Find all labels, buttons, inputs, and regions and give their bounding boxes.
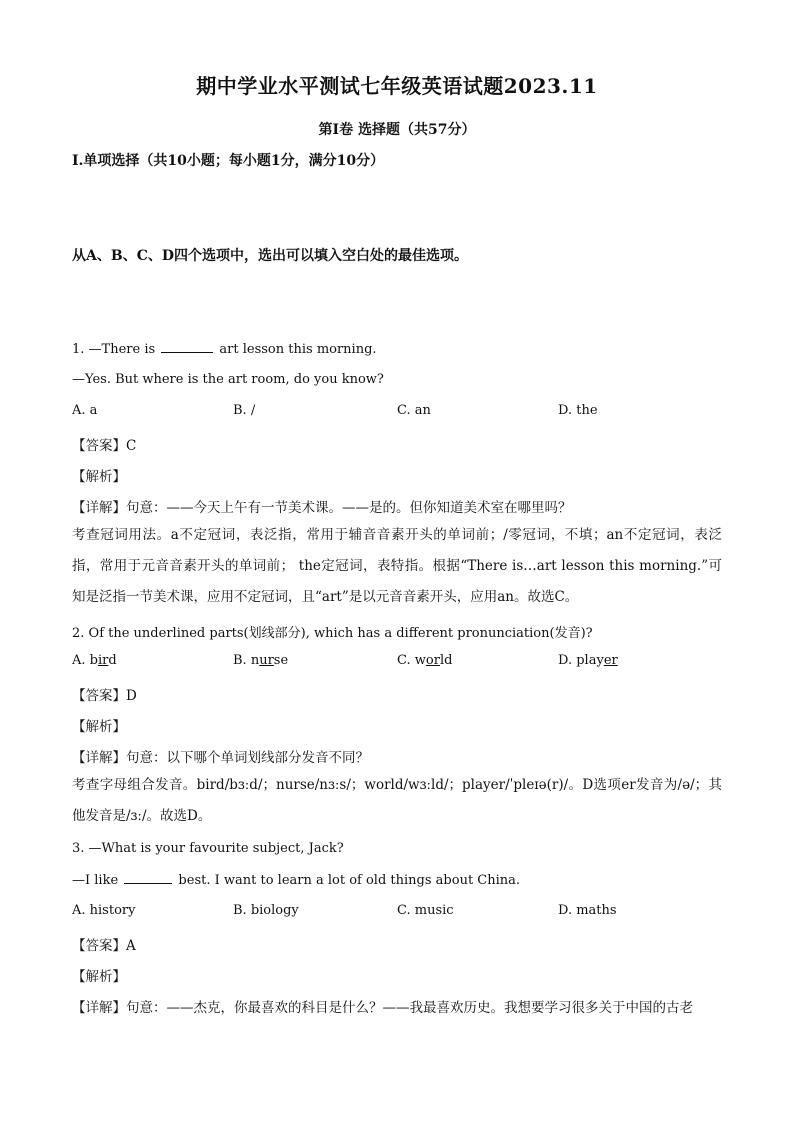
- detail-label: 【详解】: [72, 1000, 126, 1016]
- q2-analysis-label: 【解析】: [72, 719, 126, 735]
- q1-stem-post: art lesson this morning.: [215, 342, 377, 357]
- q1-option-c: C. an: [397, 403, 431, 418]
- q2-option-c: [397, 653, 452, 668]
- q2-option-b-post: se: [273, 653, 289, 668]
- q2-option-b-pre: B. n: [233, 653, 260, 668]
- section-heading: I.单项选择（共10小题；每小题1分，满分10分）: [72, 153, 385, 169]
- q2-option-c-pre: C. w: [397, 653, 426, 668]
- q2-option-d-underlined: er: [603, 653, 618, 668]
- part-subtitle: 第I卷 选择题（共57分）: [318, 122, 476, 138]
- page-title: 期中学业水平测试七年级英语试题2023.11: [196, 74, 598, 98]
- q3-stem: 3. —What is your favourite subject, Jack?: [72, 841, 344, 856]
- q3-detail: [72, 996, 693, 1016]
- answer-label: 【答案】: [72, 938, 126, 954]
- q3-answer: [72, 934, 136, 954]
- q2-options: [72, 653, 722, 673]
- q2-option-d-pre: D. play: [558, 653, 604, 668]
- detail-label: 【详解】: [72, 500, 126, 516]
- answer-label: 【答案】: [72, 438, 126, 454]
- q2-option-a-post: d: [108, 653, 117, 668]
- q1-option-b: B. /: [233, 403, 256, 418]
- q2-answer: [72, 684, 137, 704]
- q1-explanation: 考查冠词用法。a不定冠词，表泛指，常用于辅音音素开头的单词前；/零冠词，不填；an不定冠词，表泛指，常用于元音音素开头的单词前； the定冠词，表特指。根据“There is…art lesson this morning.”可知是泛指一节美术课，应用不定冠词，且“art”是以元音音素开头，应用an。故选C。: [72, 527, 722, 605]
- q1-stem-pre: 1. —There is: [72, 342, 160, 357]
- q3-line2-post: best. I want to learn a lot of old things about China.: [174, 873, 521, 888]
- q3-option-d: D. maths: [558, 903, 617, 918]
- q2-option-a-underlined: ir: [97, 653, 109, 668]
- q3-line2-pre: —I like: [72, 873, 123, 888]
- q1-stem: [72, 341, 377, 357]
- q3-blank: [124, 872, 172, 884]
- q2-option-a: [72, 653, 117, 668]
- q2-option-b: [233, 653, 288, 668]
- q3-analysis-label: 【解析】: [72, 969, 126, 985]
- q1-detail-text: 句意：——今天上午有一节美术课。——是的。但你知道美术室在哪里吗？: [126, 500, 572, 516]
- q2-stem: 2. Of the underlined parts(划线部分), which has a different pronunciation(发音)?: [72, 626, 593, 641]
- q2-option-a-pre: A. b: [72, 653, 98, 668]
- instruction-text: 从A、B、C、D四个选项中，选出可以填入空白处的最佳选项。: [72, 248, 468, 264]
- q3-answer-value: A: [126, 938, 136, 954]
- q3-option-a: A. history: [72, 903, 136, 918]
- q2-option-c-underlined: or: [425, 653, 440, 668]
- q3-options: [72, 903, 722, 923]
- q1-options: [72, 403, 722, 423]
- q2-option-d: [558, 653, 618, 668]
- q1-option-a: A. a: [72, 403, 98, 418]
- q1-option-d: D. the: [558, 403, 598, 418]
- q1-blank: [161, 341, 213, 353]
- q3-option-b: B. biology: [233, 903, 299, 918]
- q2-explanation: 考查字母组合发音。bird/bɜːd/；nurse/nɜːs/；world/wɜːld/；player/ˈpleɪə(r)/。D选项er发音为/ə/；其他发音是/ɜː/。故选D。: [72, 777, 722, 824]
- answer-label: 【答案】: [72, 688, 126, 704]
- q1-analysis-label: 【解析】: [72, 469, 126, 485]
- q2-detail: [72, 746, 369, 766]
- q1-answer-value: C: [126, 438, 137, 454]
- q3-detail-text: 句意：——杰克，你最喜欢的科目是什么？——我最喜欢历史。我想要学习很多关于中国的古老: [126, 1000, 693, 1016]
- q1-line2: —Yes. But where is the art room, do you know?: [72, 372, 384, 387]
- q2-answer-value: D: [126, 688, 137, 704]
- q1-answer: [72, 434, 136, 454]
- q3-option-c: C. music: [397, 903, 454, 918]
- q3-line2: [72, 872, 520, 888]
- q2-detail-text: 句意：以下哪个单词划线部分发音不同？: [126, 750, 369, 766]
- detail-label: 【详解】: [72, 750, 126, 766]
- q2-option-b-underlined: ur: [259, 653, 274, 668]
- q1-detail: [72, 496, 572, 516]
- q2-option-c-post: ld: [439, 653, 453, 668]
